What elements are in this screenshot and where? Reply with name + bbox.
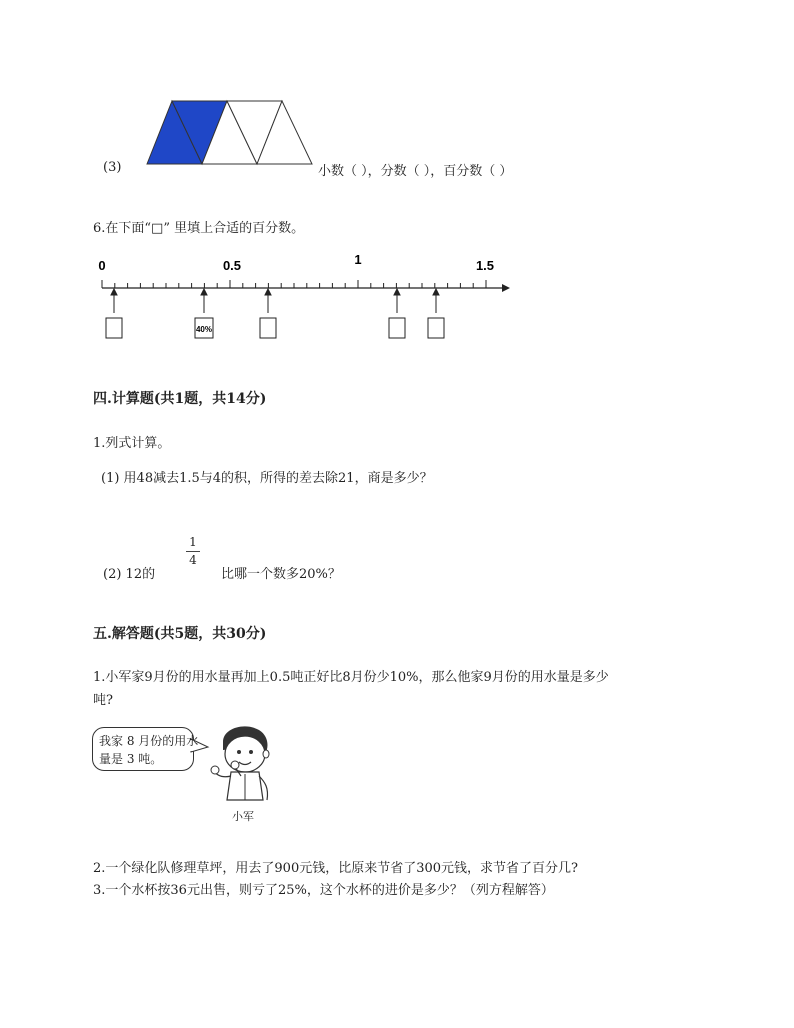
fraction — [186, 535, 200, 568]
pointer-arrows — [111, 289, 439, 313]
answer-box[interactable] — [389, 318, 405, 338]
triangle-strip-figure — [140, 95, 320, 170]
section5-q1-line2: 吨? — [93, 693, 113, 708]
axis-arrow — [502, 284, 510, 292]
fraction-denominator: 4 — [189, 553, 197, 567]
section5-heading: 五.解答题(共5题，共30分) — [93, 626, 267, 642]
section4-q1-part2-suffix: 比哪一个数多20%？ — [221, 567, 341, 582]
tick-label-1.5: 1.5 — [475, 258, 495, 273]
q3-blanks: 小数（ ），分数（ ），百分数（ ） — [318, 164, 513, 179]
speech-bubble-text: 我家 8 月份的用水量是 3 吨。 — [99, 734, 199, 766]
answer-box[interactable] — [106, 318, 122, 338]
section4-heading: 四.计算题(共1题，共14分) — [93, 391, 267, 407]
tick-label-0.5: 0.5 — [222, 258, 242, 273]
boy-cartoon-icon — [205, 720, 280, 810]
q3-label: (3) — [103, 160, 122, 175]
section4-q1-part2-prefix: (2) 12的 — [103, 567, 156, 582]
number-line-ticks — [102, 280, 486, 288]
character-name: 小军 — [232, 810, 254, 823]
section5-q3: 3.一个水杯按36元出售，则亏了25%，这个水杯的进价是多少？（列方程解答） — [93, 883, 554, 898]
section5-q2: 2.一个绿化队修理草坪，用去了900元钱，比原来节省了300元钱，求节省了百分几? — [93, 861, 578, 876]
number-line — [90, 250, 520, 345]
fraction-numerator: 1 — [189, 535, 197, 549]
answer-box-filled-text: 40% — [195, 325, 213, 334]
tick-label-1: 1 — [354, 252, 362, 267]
section5-q1-line1: 1.小军家9月份的用水量再加上0.5吨正好比8月份少10%，那么他家9月份的用水量是多少 — [93, 670, 609, 685]
section4-q1-title: 1.列式计算。 — [93, 436, 171, 451]
fraction-bar — [186, 551, 200, 552]
section4-q1-part1: (1) 用48减去1.5与4的积，所得的差去除21，商是多少？ — [101, 471, 433, 486]
answer-box[interactable] — [428, 318, 444, 338]
q6-title: 6.在下面“□” 里填上合适的百分数。 — [93, 221, 305, 236]
answer-box[interactable] — [260, 318, 276, 338]
tick-label-0: 0 — [98, 258, 106, 273]
